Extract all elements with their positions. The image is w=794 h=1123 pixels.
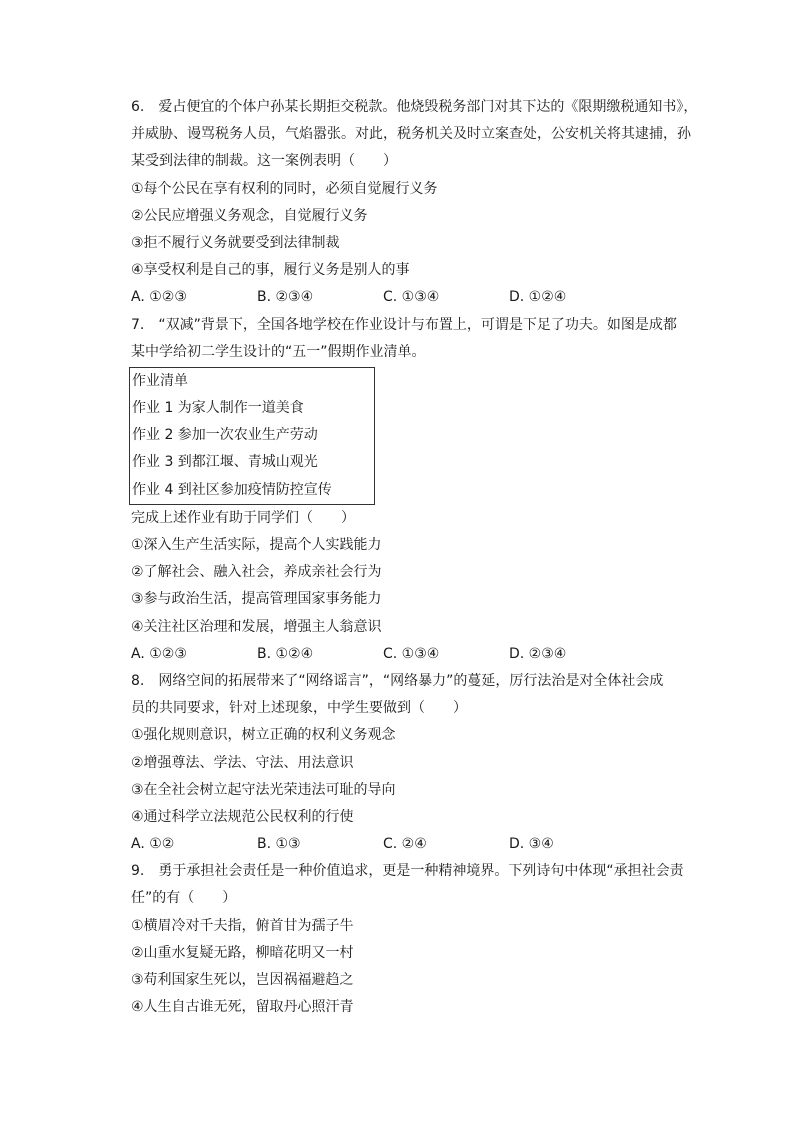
q8-option-c: C. ②④ — [383, 836, 427, 853]
q7-follow-text: 完成上述作业有助于同学们（ ） — [131, 509, 355, 526]
q8-option-a: A. ①② — [131, 836, 175, 853]
q7-option-b: B. ①②④ — [257, 645, 314, 662]
table-row: 作业 2 参加一次农业生产劳动 — [132, 427, 318, 444]
q8-statement-3: ③在全社会树立起守法光荣违法可耻的导向 — [131, 781, 396, 798]
q6-options — [131, 284, 691, 311]
q9-stem-line-1: 9. 勇于承担社会责任是一种价值追求，更是一种精神境界。下列诗句中体现“承担社会责 — [131, 863, 684, 880]
q8-option-b: B. ①③ — [257, 836, 301, 853]
q7-statement-2: ②了解社会、融入社会，养成亲社会行为 — [131, 564, 382, 581]
q6-stem-line-3: 某受到法律的制裁。这一案例表明（ ） — [131, 153, 397, 170]
q9-statement-1: ①横眉冷对千夫指，俯首甘为孺子牛 — [131, 917, 354, 934]
q6-statement-3: ③拒不履行义务就要受到法律制裁 — [131, 234, 340, 251]
q6-stem-line-2: 并威胁、谩骂税务人员，气焰嚣张。对此，税务机关及时立案查处，公安机关将其逮捕，孙 — [131, 126, 691, 143]
q7-option-c: C. ①③④ — [383, 645, 440, 662]
q8-statement-4: ④通过科学立法规范公民权利的行使 — [131, 808, 354, 825]
q8-option-d: D. ③④ — [509, 836, 554, 853]
q7-option-a: A. ①②③ — [131, 645, 187, 662]
q6-statement-4: ④享受权利是自己的事，履行义务是别人的事 — [131, 262, 410, 279]
q6-stem-line-1: 6. 爱占便宜的个体户孙某长期拒交税款。他烧毁税务部门对其下达的《限期缴税通知书》， — [131, 99, 698, 115]
q9-statement-3: ③苟利国家生死以，岂因祸福避趋之 — [131, 972, 354, 988]
q7-stem-line-2: 某中学给初二学生设计的“五一”假期作业清单。 — [131, 343, 426, 360]
table-row: 作业 4 到社区参加疫情防控宣传 — [132, 481, 332, 498]
q6-option-b: B. ②③④ — [257, 289, 314, 306]
table-row: 作业 3 到都江堰、青城山观光 — [132, 454, 318, 471]
q9-statement-4: ④人生自古谁无死，留取丹心照汗青 — [131, 999, 354, 1016]
q8-statement-2: ②增强尊法、学法、守法、用法意识 — [131, 754, 354, 771]
q9-statement-2: ②山重水复疑无路，柳暗花明又一村 — [131, 944, 354, 961]
q6-statement-2: ②公民应增强义务观念，自觉履行义务 — [131, 207, 368, 224]
q6-option-a: A. ①②③ — [131, 289, 187, 306]
q7-stem-line-1: 7. “双减”背景下，全国各地学校在作业设计与布置上，可谓是下足了功夫。如图是成都 — [131, 316, 677, 333]
q8-stem-line-2: 员的共同要求，针对上述现象，中学生要做到（ ） — [131, 700, 467, 717]
question-content — [131, 94, 698, 1021]
table-row: 作业 1 为家人制作一道美食 — [132, 400, 304, 417]
q6-option-d: D. ①②④ — [509, 289, 567, 306]
q7-statement-1: ①深入生产生活实际，提高个人实践能力 — [131, 537, 382, 553]
q7-option-d: D. ②③④ — [509, 645, 567, 662]
homework-list-table — [129, 367, 375, 505]
table-header: 作业清单 — [132, 372, 188, 389]
q8-statement-1: ①强化规则意识，树立正确的权利义务观念 — [131, 727, 396, 744]
q9-stem-line-2: 任”的有（ ） — [131, 890, 237, 907]
q7-options — [131, 641, 691, 668]
q6-statement-1: ①每个公民在享有权利的同时，必须自觉履行义务 — [131, 180, 438, 197]
q6-option-c: C. ①③④ — [383, 289, 440, 306]
q7-statement-4: ④关注社区治理和发展，增强主人翁意识 — [131, 618, 382, 635]
q8-stem-line-1: 8. 网络空间的拓展带来了“网络谣言”，“网络暴力”的蔓延，厉行法治是对全体社会成 — [131, 672, 664, 689]
q8-options — [131, 831, 691, 858]
q7-statement-3: ③参与政治生活，提高管理国家事务能力 — [131, 591, 382, 608]
